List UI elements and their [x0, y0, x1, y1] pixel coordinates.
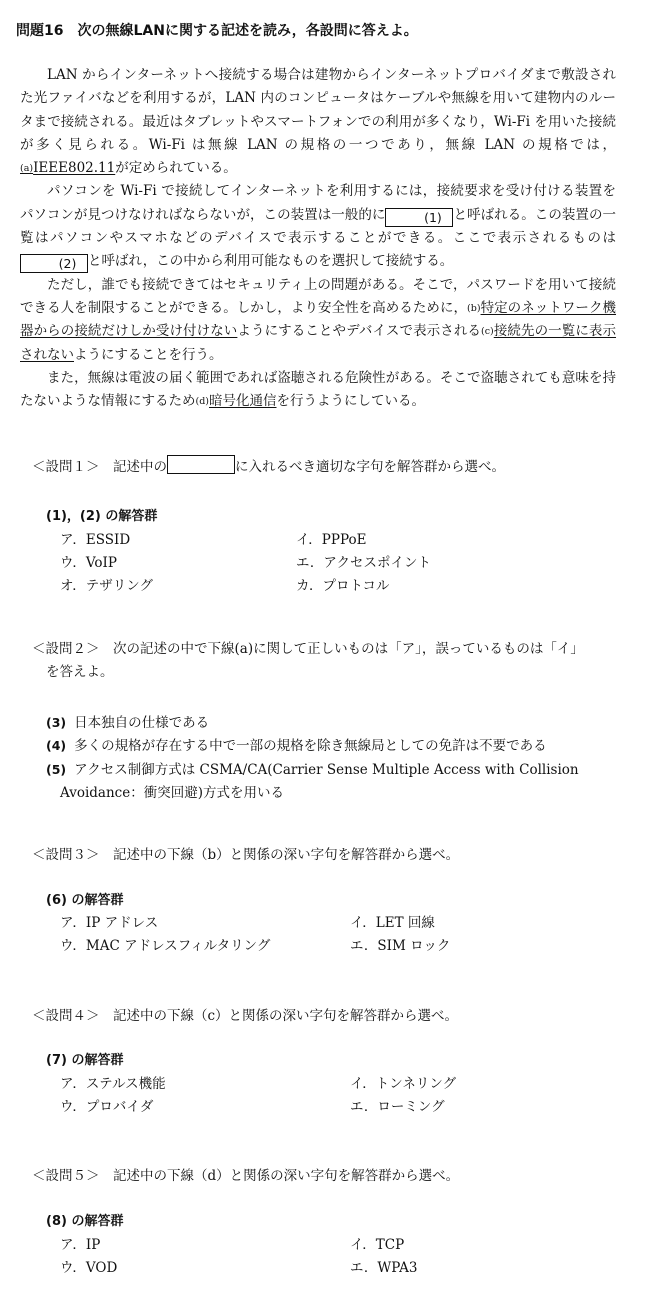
answer-group-heading-8: (8) の解答群	[46, 1214, 124, 1229]
blank-2: (2)	[20, 254, 88, 273]
choice-a: ア．IP アドレス	[60, 915, 159, 931]
choice-u: ウ．VoIP	[60, 555, 117, 571]
question-4: ＜設問４＞ 記述中の下線（c）と関係の深い字句を解答群から選べ。	[32, 1008, 459, 1024]
question-1-text-a: ＜設問１＞ 記述中の	[32, 459, 167, 475]
paragraph-1-text: LAN からインターネットへ接続する場合は建物からインターネットプロバイダまで敷設された光ファイバなどを利用するが，LAN 内のコンピュータはケーブルや無線を用いて建物内のルータまで接続される。最近はタブレットやスマートフォンでの利用が多くなり，Wi-Fi を用いた接続が多く見られる。Wi-Fi は無線 LAN の規格の一つであり，無線 LAN の規格では，	[20, 67, 616, 153]
choice-u: ウ．VOD	[60, 1260, 118, 1276]
paragraph-4	[20, 367, 616, 414]
choice-e: エ．アクセスポイント	[296, 555, 431, 571]
statement-text: 日本独自の仕様である	[74, 715, 210, 731]
choice-i: イ．トンネリング	[350, 1076, 457, 1092]
question-2-line-2: を答えよ。	[46, 664, 114, 680]
underlined-c: 接続先の一覧に表示されない	[20, 323, 617, 363]
question-1-text-b: に入れるべき適切な字句を解答群から選べ。	[235, 459, 505, 475]
underline-mark-d: (d)	[195, 396, 209, 408]
statement-3	[46, 711, 209, 731]
choice-u: ウ．MAC アドレスフィルタリング	[60, 938, 271, 954]
passage	[20, 64, 616, 413]
statement-number: (4)	[46, 738, 67, 753]
choice-e: エ．WPA3	[350, 1260, 418, 1276]
underlined-b: 特定のネットワーク機器からの接続だけしか受け付けない	[20, 299, 617, 340]
statement-text: アクセス制御方式は CSMA/CA(Carrier Sense Multiple Access with Collision	[74, 762, 579, 778]
underline-mark-a: (a)	[20, 163, 34, 175]
statement-4	[46, 734, 547, 754]
paragraph-2-text-c: と呼ばれ，この中から利用可能なものを選択して接続する。	[88, 253, 454, 270]
paragraph-2-text-b: と呼ばれる。この装置の一覧はパソコンやスマホなどのデバイスで表示することができる。ここで表示されるものは	[20, 206, 616, 247]
choice-a: ア．ステルス機能	[60, 1076, 166, 1092]
blank-1: (1)	[385, 208, 453, 227]
paragraph-1	[20, 64, 616, 180]
choice-i: イ．PPPoE	[296, 532, 367, 548]
choice-a: ア．ESSID	[60, 532, 131, 548]
answer-group-heading-6: (6) の解答群	[46, 893, 124, 908]
choice-i: イ．TCP	[350, 1237, 405, 1253]
choice-u: ウ．プロバイダ	[60, 1099, 154, 1115]
underlined-d: 暗号化通信	[209, 393, 277, 410]
answer-group-heading-1-2: (1)，(2) の解答群	[46, 509, 158, 524]
paragraph-4-text-a: また，無線は電波の届く範囲であれば盗聴される危険性がある。そこで盗聴されても意味を持たないような情報にするため	[20, 369, 616, 410]
paragraph-2-text-a: パソコンを Wi-Fi で接続してインターネットを利用するには，接続要求を受け付ける装置をパソコンが見つけなければならないが，この装置は一般的に	[20, 183, 616, 223]
statement-number: (5)	[46, 762, 67, 777]
choice-o: オ．テザリング	[60, 578, 154, 594]
paragraph-3-text-b: ようにすることやデバイスで表示される	[237, 323, 481, 340]
underline-mark-c: (c)	[481, 326, 494, 338]
statement-5	[46, 758, 579, 801]
statement-text: 多くの規格が存在する中で一部の規格を除き無線局としての免許は不要である	[74, 738, 547, 754]
paragraph-2	[20, 180, 616, 273]
choice-i: イ．LET 回線	[350, 915, 435, 931]
question-2	[32, 638, 622, 684]
choice-e: エ．ローミング	[350, 1099, 445, 1115]
question-1	[32, 455, 505, 475]
paragraph-3	[20, 274, 616, 367]
underlined-ieee: IEEE802.11	[33, 160, 116, 177]
paragraph-3-text-a: ただし，誰でも接続できてはセキュリティ上の問題がある。そこで，パスワードを用いて接続できる人を制限することができる。しかし，より安全性を高めるために，	[20, 276, 616, 316]
question-2-line-1: ＜設問２＞ 次の記述の中で下線(a)に関して正しいものは「ア」，誤っているものは「イ」	[32, 641, 584, 657]
problem-title: 問題16 次の無線LANに関する記述を読み，各設問に答えよ。	[16, 23, 418, 39]
paragraph-3-text-c: ようにすることを行う。	[74, 346, 223, 363]
choice-ka: カ．プロトコル	[296, 578, 390, 594]
statement-continuation: Avoidance：衝突回避)方式を用いる	[60, 785, 284, 801]
paragraph-4-text-b: を行うようにしている。	[276, 393, 425, 410]
choice-a: ア．IP	[60, 1237, 101, 1253]
underline-mark-b: (b)	[467, 302, 481, 314]
question-3: ＜設問３＞ 記述中の下線（b）と関係の深い字句を解答群から選べ。	[32, 847, 460, 863]
question-5: ＜設問５＞ 記述中の下線（d）と関係の深い字句を解答群から選べ。	[32, 1168, 460, 1184]
statement-number: (3)	[46, 715, 67, 730]
choice-e: エ．SIM ロック	[350, 938, 451, 954]
answer-group-heading-7: (7) の解答群	[46, 1053, 124, 1068]
blank-box	[167, 455, 235, 474]
paragraph-1-end: が定められている。	[115, 160, 237, 177]
